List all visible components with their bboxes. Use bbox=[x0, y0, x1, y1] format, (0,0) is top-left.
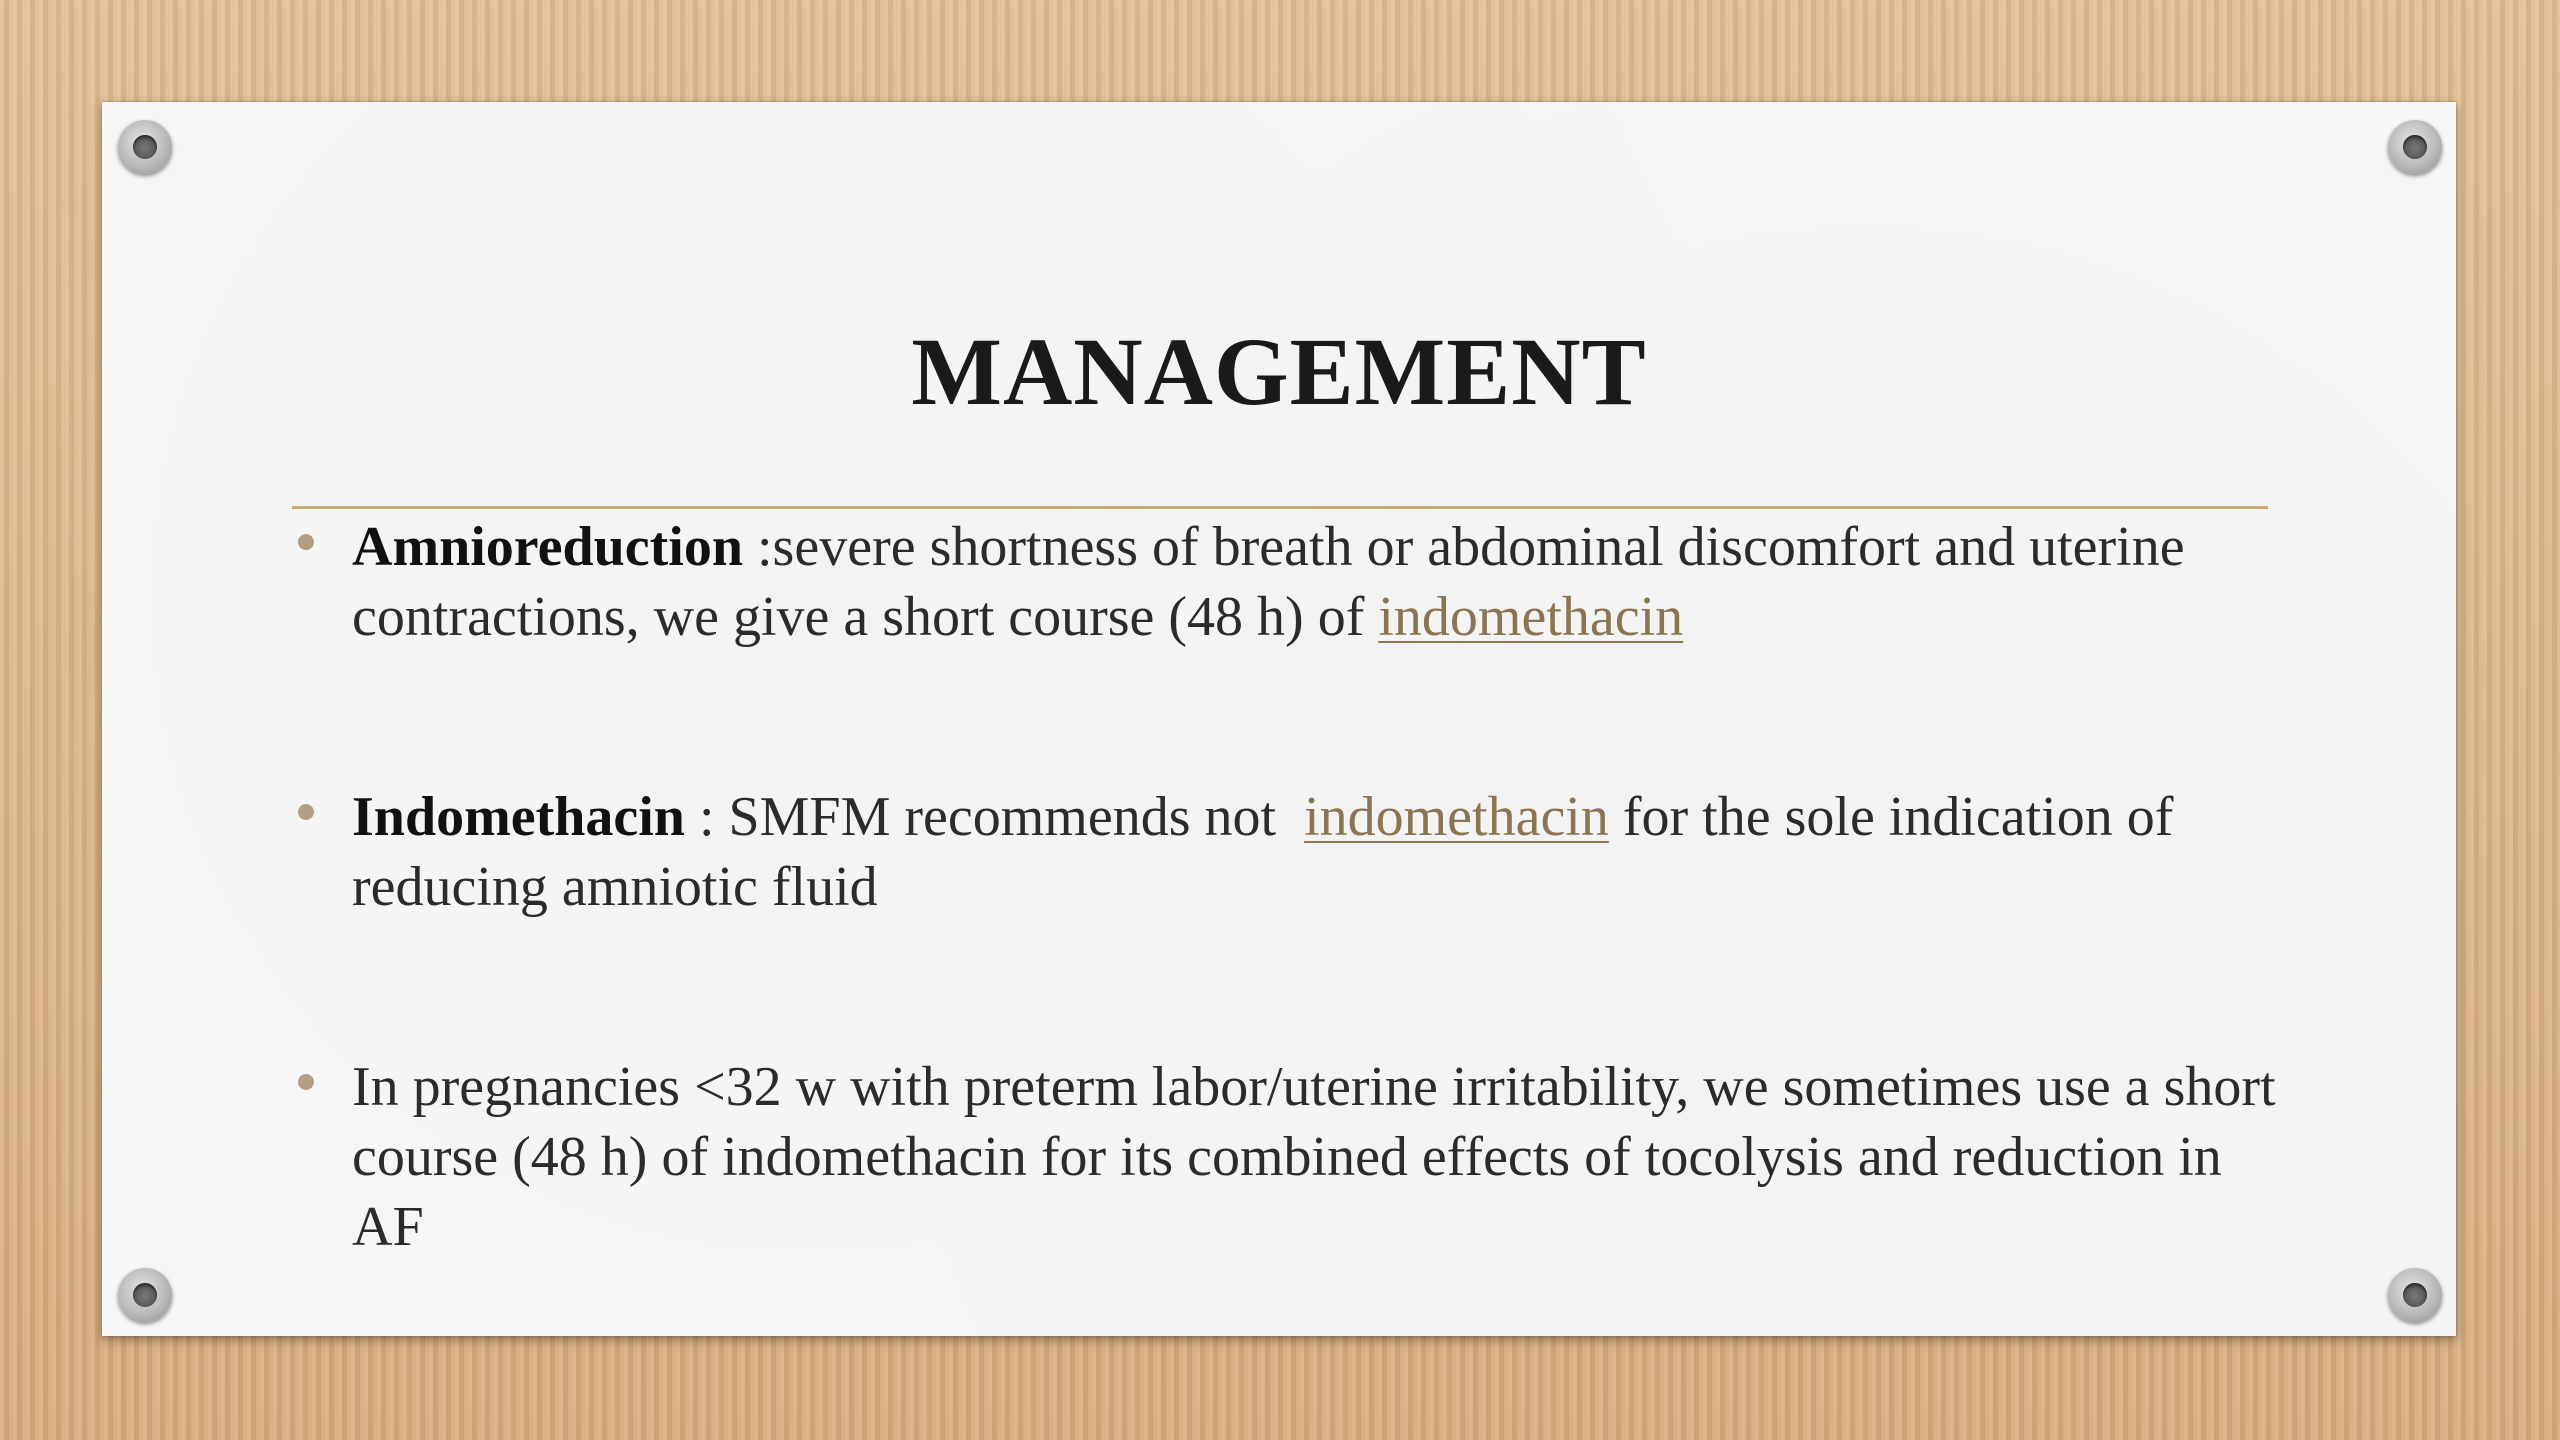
bullet-heading: Amnioreduction bbox=[352, 516, 743, 578]
bullet-dot-icon bbox=[298, 1074, 314, 1090]
indomethacin-link[interactable]: indomethacin bbox=[1304, 786, 1609, 848]
bullet-heading: Indomethacin bbox=[352, 786, 685, 848]
bullet-item bbox=[292, 512, 2292, 652]
rivet-icon bbox=[2388, 120, 2442, 174]
bullet-dot-icon bbox=[298, 804, 314, 820]
rivet-icon bbox=[118, 1268, 172, 1322]
bullet-text: : SMFM recommends not bbox=[684, 786, 1305, 848]
slide-title: MANAGEMENT bbox=[911, 318, 1647, 425]
bullet-text-after: for the sole indication of reducing amniotic fluid bbox=[352, 786, 2174, 918]
title-divider bbox=[292, 506, 2268, 509]
bullet-list bbox=[292, 512, 2292, 1262]
bullet-dot-icon bbox=[298, 534, 314, 550]
bullet-text: :severe shortness of breath or abdominal discomfort and uterine contractions, we give a short course (48 h) of bbox=[352, 516, 2185, 648]
bullet-text: In pregnancies <32 w with preterm labor/uterine irritability, we sometimes use a short course (48 h) of indomethacin for its combined effects of tocolysis and reduction in AF bbox=[352, 1056, 2276, 1258]
rivet-icon bbox=[2388, 1268, 2442, 1322]
indomethacin-link[interactable]: indomethacin bbox=[1378, 586, 1684, 648]
bullet-item bbox=[292, 782, 2292, 922]
rivet-icon bbox=[118, 120, 172, 174]
bullet-item bbox=[292, 1052, 2292, 1262]
slide bbox=[102, 102, 2456, 1336]
